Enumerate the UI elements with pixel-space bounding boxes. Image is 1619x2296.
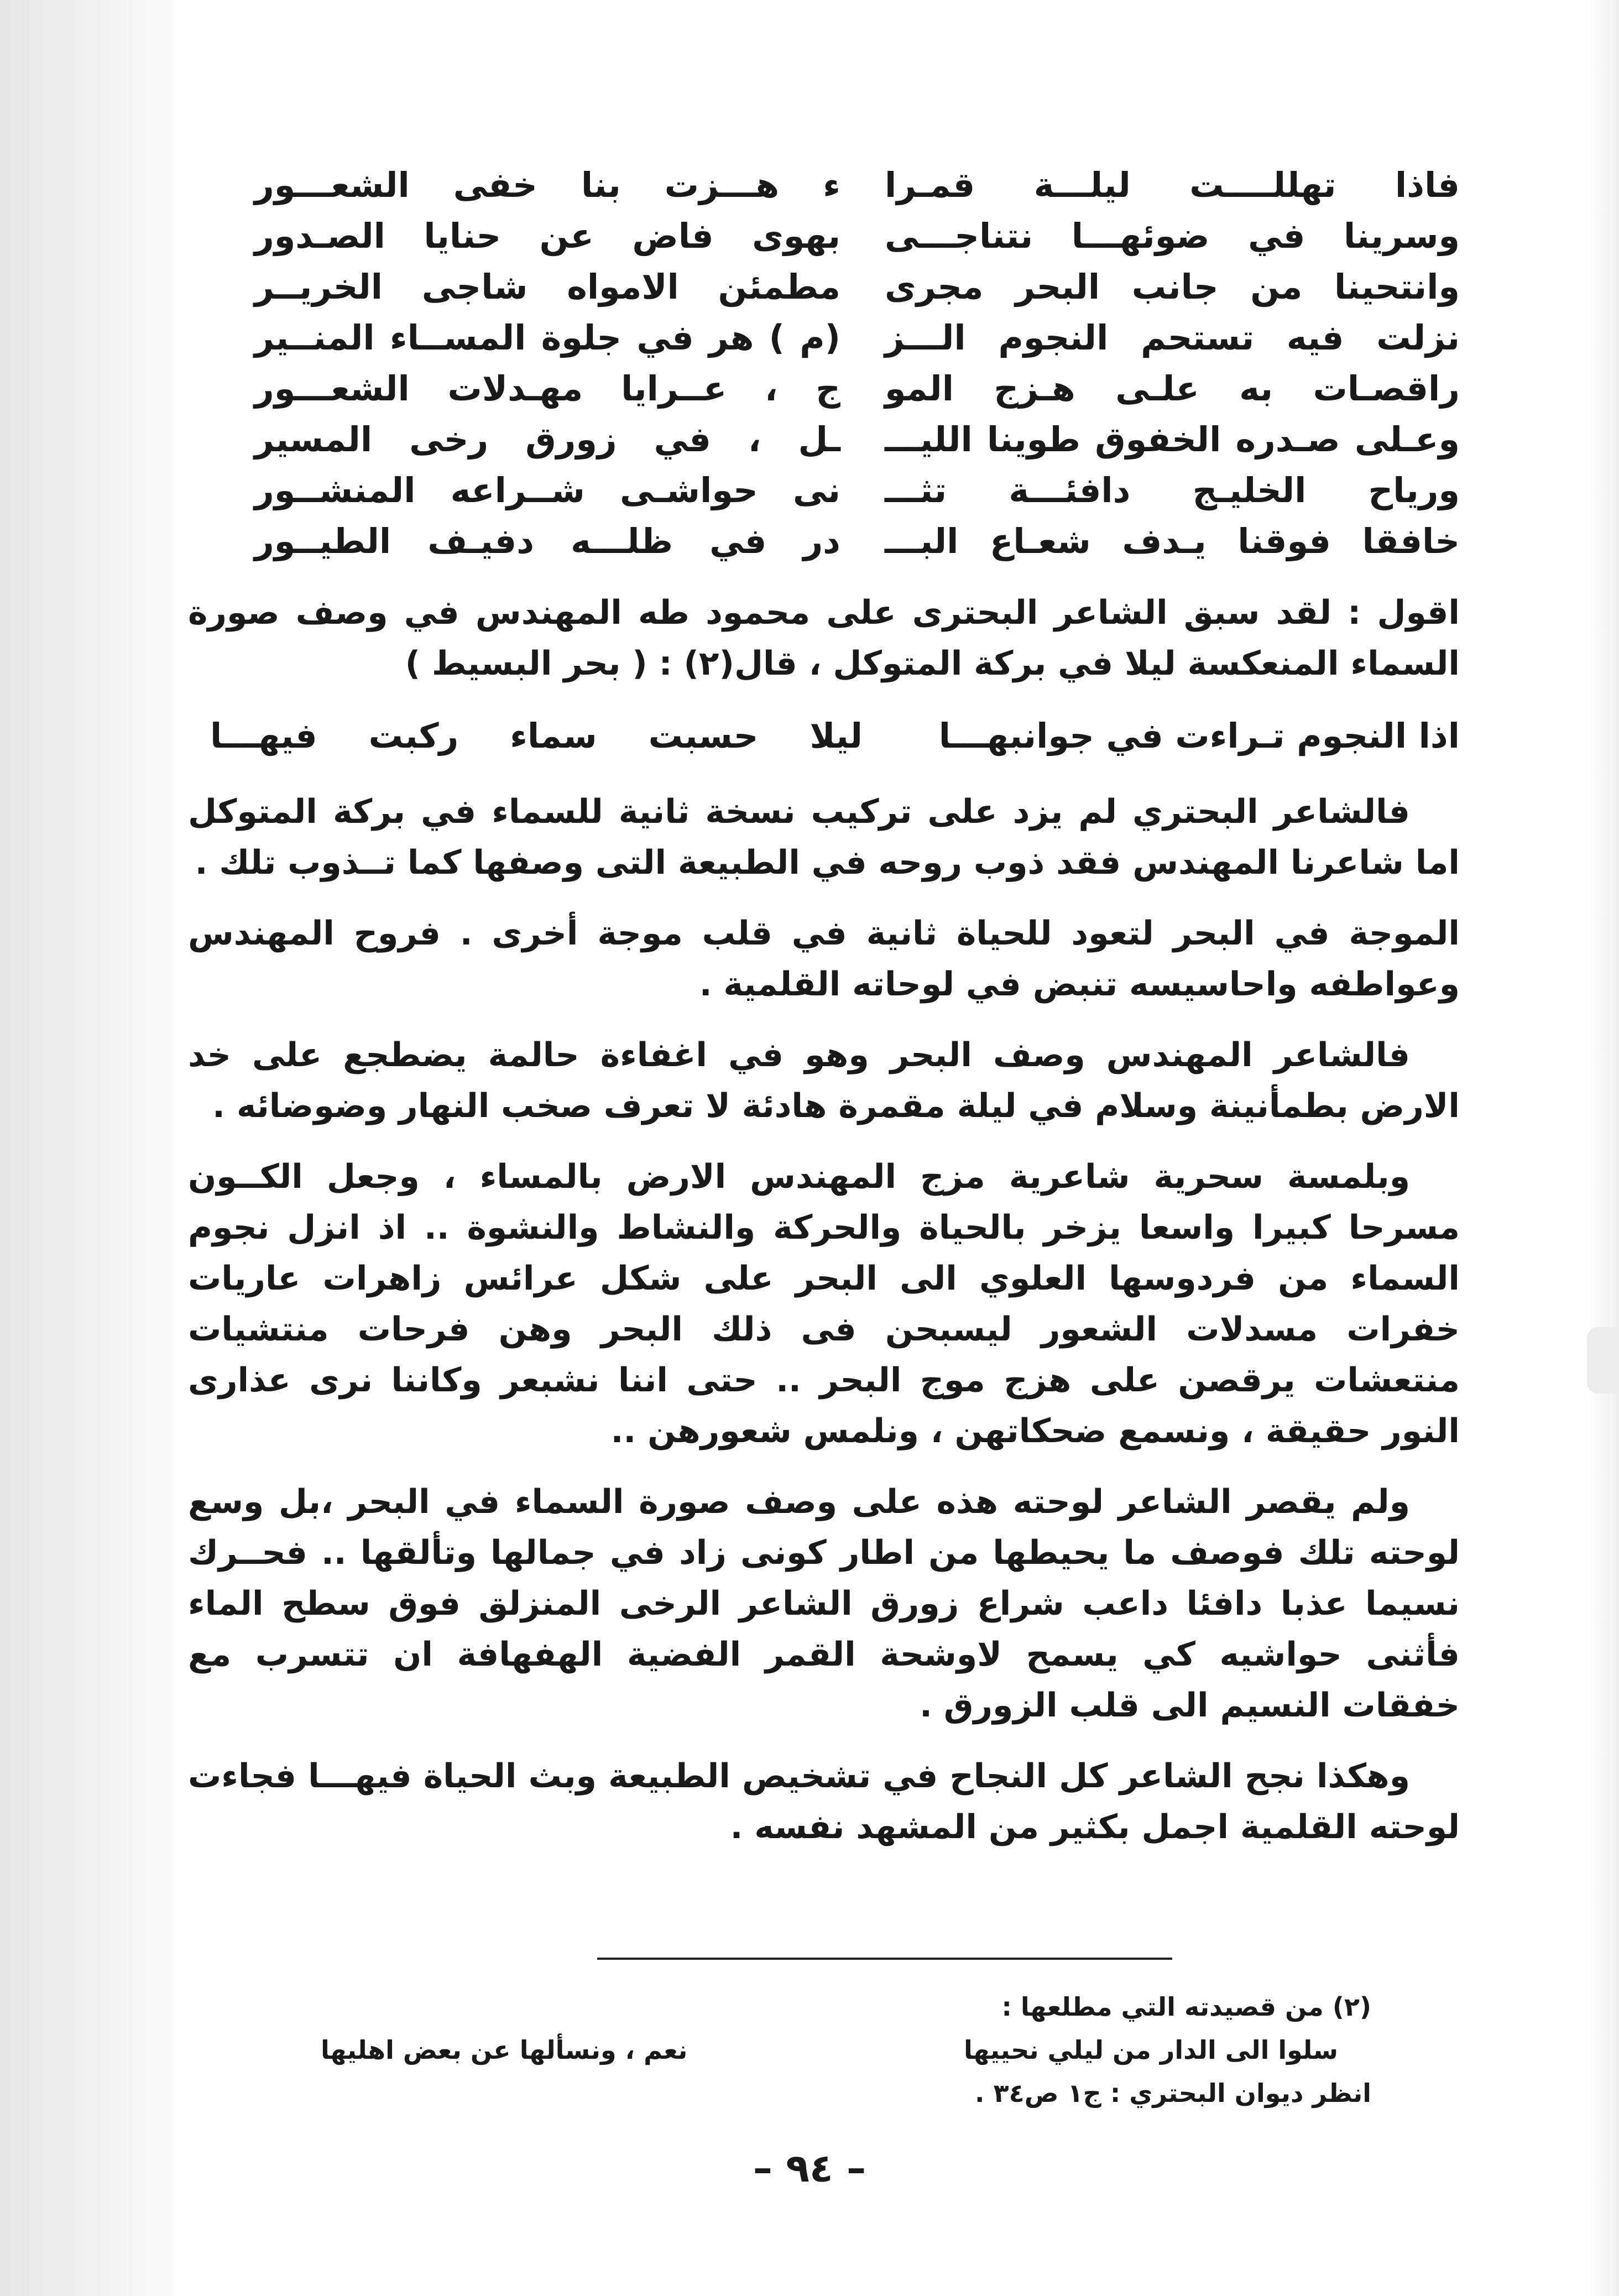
scan-edge [1586,0,1619,2296]
poem-line [188,313,1460,363]
poem-line [188,415,1460,465]
poem-hemistich-second: ـل ، في زورق رخى المسير [254,419,840,460]
poem-line [188,211,1460,261]
footnote-source: انظر ديوان البحتري : ج١ ص٣٤ . [975,2078,1371,2108]
poem-hemistich-first: خافقا فوقنا يـدف شعـاع البـــ [885,521,1460,561]
poem-line [188,466,1460,515]
page-body [188,160,1460,1853]
poem-hemistich-first: وعـلى صـدره الخفوق طوينا الليـــ [885,419,1460,460]
poem-hemistich-first: وانتحينا من جانب البحر مجرى [885,267,1460,307]
margin-mark [1587,1327,1619,1394]
paragraph: وهكذا نجح الشاعر كل النجاح في تشخيص الطبيعة وبث الحياة فيهـــا فجاءت لوحته القلمية اجمل بكثير من المشهد نفسه . [188,1757,1460,1846]
poem-hemistich-second: مطمئن الامواه شاجى الخريــر [254,267,840,307]
intro-paragraph: اقول : لقد سبق الشاعر البحترى على محمود طه المهندس في وصف صورة السماء المنعكسة ليلا في بركة المتوكل ، قال(٢) : ( بحر البسيط ) [188,593,1460,683]
poem-hemistich-first: وسرينا في ضوئهـــا نتناجـــى [885,216,1460,256]
footnote-line [188,1985,1460,2028]
footnote-divider [597,1958,1172,1960]
poem-hemistich-second: نى حواشـى شــراعه المنشــور [254,470,840,510]
poem-block [188,160,1460,581]
verse-hemistich-second: ليلا حسبت سماء ركبت فيهـــا [210,716,863,756]
poem-hemistich-second: ء هـــزت بنا خفى الشعـــور [254,165,840,205]
paragraph: الموجة في البحر لتعود للحياة ثانية في قلب موجة أخرى . فروح المهندس وعواطفه واحاسيسه تنبض في لوحاته القلمية . [188,914,1460,1004]
verse-hemistich-first: اذا النجوم تـراءت في جوانبهـــا [938,716,1460,756]
poem-line [188,262,1460,312]
poem-hemistich-second: ج ، عــرايا مهـدلات الشعـــور [254,368,840,409]
footnote-line [188,2028,1460,2071]
paragraph: ولم يقصر الشاعر لوحته هذه على وصف صورة السماء في البحر ،بل وسع لوحته تلك فوصف ما يحيطها من اطار كونى زاد في جمالها وتألقها .. فحــرك نسيما عذبا دافئا داعب شراع زورق الشاعر الرخى المنزلق فوق سطح الماء فأثنى حواشيه كي يسمح لاوشحة القمر الفضية الهفهافة ان تتسرب مع خفقات النسيم الى قلب الزورق . [188,1483,1460,1725]
poem-hemistich-first: فاذا تهللــــت ليلـــة قمـرا [885,165,1460,205]
poem-hemistich-second: (م ) هر في جلوة المســاء المنــير [254,317,840,358]
footnote-line [188,2071,1460,2115]
poem-hemistich-second: در في ظلـــه دفيـف الطيــور [254,521,840,561]
poem-hemistich-first: ورياح الخليـج دافئـــة تثـــ [885,470,1460,510]
footnote-verse-second: نعم ، ونسألها عن بعض اهليها [321,2035,688,2065]
scan-shadow [0,0,176,2296]
poem-hemistich-first: نزلت فيه تستحم النجوم الـــز [885,317,1460,358]
poem-hemistich-second: بهوى فاض عن حنايا الصـدور [254,216,840,256]
footnote-marker-line: (٢) من قصيدته التي مطلعها : [1001,1992,1371,2022]
buhturi-verse [188,706,1460,766]
poem-hemistich-first: راقصـات به علـى هـزج المو [885,368,1460,409]
poem-line [188,160,1460,210]
paragraph: وبلمسة سحرية شاعرية مزج المهندس الارض بالمساء ، وجعل الكــون مسرحا كبيرا واسعا يزخر بالحياة والحركة والنشاط والنشوة .. اذ انزل نجوم السماء من فردوسها العلوي الى البحر على شكل عرائس زاهرات عاريات خفرات مسدلات الشعور ليسبحن فى ذلك البحر وهن فرحات منتشيات منتعشات يرقصن على هزج موج البحر .. حتى اننا نشبعر وكاننا نرى عذارى النور حقيقة ، ونسمع ضحكاتهن ، ونلمس شعورهن .. [188,1157,1460,1450]
paragraph: فالشاعر المهندس وصف البحر وهو في اغفاءة حالمة يضطجع على خد الارض بطمأنينة وسلام في ليلة مقمرة هادئة لا تعرف صخب النهار وضوضائه . [188,1036,1460,1125]
page-number: – ٩٤ – [753,2146,866,2191]
poem-line [188,364,1460,414]
footnotes [188,1985,1460,2115]
poem-line [188,516,1460,566]
paragraph: فالشاعر البحتري لم يزد على تركيب نسخة ثانية للسماء في بركة المتوكل اما شاعرنا المهندس فقد ذوب روحه في الطبيعة التى وصفها كما تــذوب تلك . [188,792,1460,882]
footnote-verse-first: سلوا الى الدار من ليلي نحييها [964,2035,1338,2065]
